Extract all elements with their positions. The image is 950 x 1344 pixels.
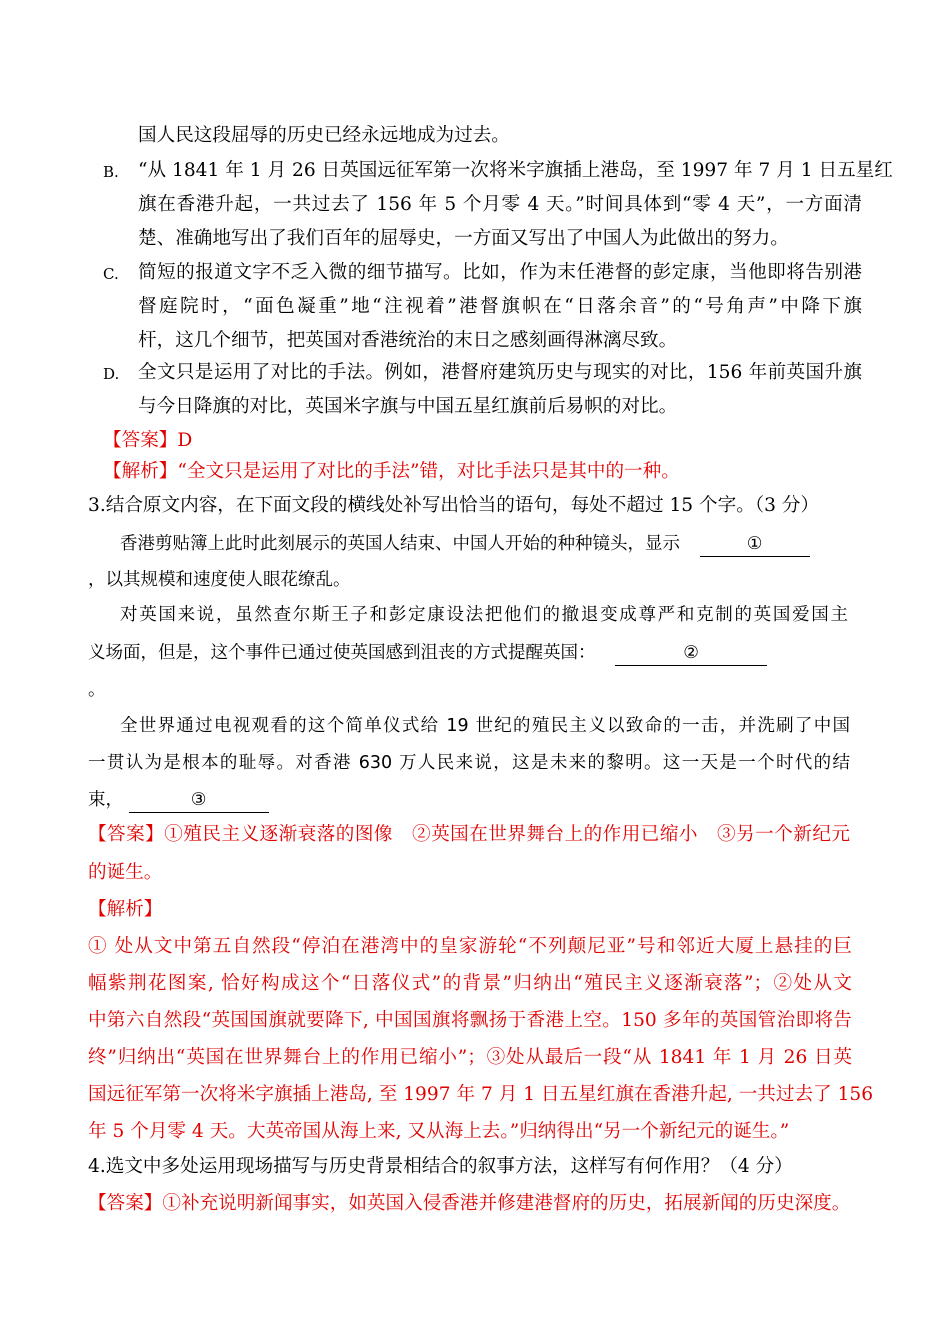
- blank-1[interactable]: ①: [700, 532, 810, 557]
- q3-passage-p3-line-2: 一贯认为是根本的耻辱。对香港 630 万人民来说，这是未来的黎明。这一天是一个时代的结: [88, 753, 850, 773]
- q3-passage-p2-text: 义场面，但是，这个事件已通过使英国感到沮丧的方式提醒英国：: [88, 643, 596, 663]
- q3-passage-p2-line-3: 。: [88, 680, 106, 700]
- q3-passage-p1-text: 香港剪贴簿上此时此刻展示的英国人结束、中国人开始的种种镜头，显示: [120, 534, 680, 554]
- option-b-line-1: “从 1841 年 1 月 26 日英国远征军第一次将米字旗插上港岛，至 1997 年 7 月 1 日五星红: [138, 160, 893, 181]
- option-d-line-2: 与今日降旗的对比，英国米字旗与中国五星红旗前后易帜的对比。: [138, 396, 678, 417]
- q4-answer: 【答案】①补充说明新闻事实，如英国入侵香港并修建港督府的历史，拓展新闻的历史深度。: [88, 1193, 851, 1214]
- q3-question: 3.结合原文内容，在下面文段的横线处补写出恰当的语句，每处不超过 15 个字。（3 分）: [88, 495, 820, 516]
- option-d-label: D.: [103, 365, 120, 383]
- q3-analysis-line-6: 年 5 个月零 4 天。大英帝国从海上来, 又从海上去。”归纳得出“另一个新纪元的诞生。”: [88, 1121, 790, 1142]
- option-b-line-2: 旗在香港升起，一共过去了 156 年 5 个月零 4 天。”时间具体到“零 4 天”，一方面清: [138, 194, 862, 215]
- q3-analysis-line-4: 终”归纳出“英国在世界舞台上的作用已缩小”；③处从最后一段“从 1841 年 1 月 26 日英: [88, 1047, 852, 1068]
- q2-answer: 【答案】D: [103, 430, 193, 451]
- blank-3[interactable]: ③: [129, 788, 269, 813]
- option-a-tail: 国人民这段屈辱的历史已经永远地成为过去。: [138, 125, 510, 146]
- q3-passage-p3-text: 束，: [88, 790, 123, 810]
- q3-analysis-line-3: 中第六自然段“英国国旗就要降下, 中国国旗将飘扬于香港上空。150 多年的英国管治即将告: [88, 1010, 852, 1031]
- option-c-line-3: 杆，这几个细节，把英国对香港统治的末日之感刻画得淋漓尽致。: [138, 330, 678, 351]
- option-d-line-1: 全文只是运用了对比的手法。例如，港督府建筑历史与现实的对比，156 年前英国升旗: [138, 362, 862, 383]
- q3-analysis-line-5: 国远征军第一次将米字旗插上港岛, 至 1997 年 7 月 1 日五星红旗在香港升起, 一共过去了 156: [88, 1084, 874, 1105]
- blank-2[interactable]: ②: [615, 641, 767, 666]
- q3-answer-line-2: 的诞生。: [88, 862, 163, 883]
- q3-passage-p1-line-2: ，以其规模和速度使人眼花缭乱。: [88, 570, 351, 590]
- q3-analysis-line-1: ① 处从文中第五自然段“停泊在港湾中的皇家游轮“不列颠尼亚”号和邻近大厦上悬挂的巨: [88, 936, 852, 957]
- q2-analysis: 【解析】“全文只是运用了对比的手法”错，对比手法只是其中的一种。: [103, 461, 680, 482]
- option-c-line-2: 督庭院时，“面色凝重”地“注视着”港督旗帜在“日落余音”的“号角声”中降下旗: [138, 296, 862, 317]
- q4-question: 4.选文中多处运用现场描写与历史背景相结合的叙事方法，这样写有何作用？（4 分）: [88, 1156, 793, 1177]
- option-b-label: B.: [103, 163, 119, 181]
- option-b-line-3: 楚、准确地写出了我们百年的屈辱史，一方面又写出了中国人为此做出的努力。: [138, 228, 789, 249]
- q3-answer-line-1: 【答案】①殖民主义逐渐衰落的图像 ②英国在世界舞台上的作用已缩小 ③另一个新纪元: [88, 824, 850, 845]
- option-c-line-1: 简短的报道文字不乏入微的细节描写。比如，作为末任港督的彭定康，当他即将告别港: [138, 262, 862, 283]
- q3-analysis-line-2: 幅紫荆花图案, 恰好构成这个“日落仪式”的背景”归纳出“殖民主义逐渐衰落”；②处从文: [88, 973, 852, 994]
- q3-passage-p1-line-1: [120, 532, 810, 557]
- q3-passage-p3-line-1: 全世界通过电视观看的这个简单仪式给 19 世纪的殖民主义以致命的一击，并洗刷了中国: [120, 716, 850, 736]
- q3-analysis-title: 【解析】: [88, 899, 163, 920]
- option-c-label: C.: [103, 265, 119, 283]
- q3-passage-p2-line-1: 对英国来说，虽然查尔斯王子和彭定康设法把他们的撤退变成尊严和克制的英国爱国主: [120, 605, 848, 625]
- q3-passage-p2-line-2: [88, 641, 767, 666]
- q3-passage-p3-line-3: [88, 788, 269, 813]
